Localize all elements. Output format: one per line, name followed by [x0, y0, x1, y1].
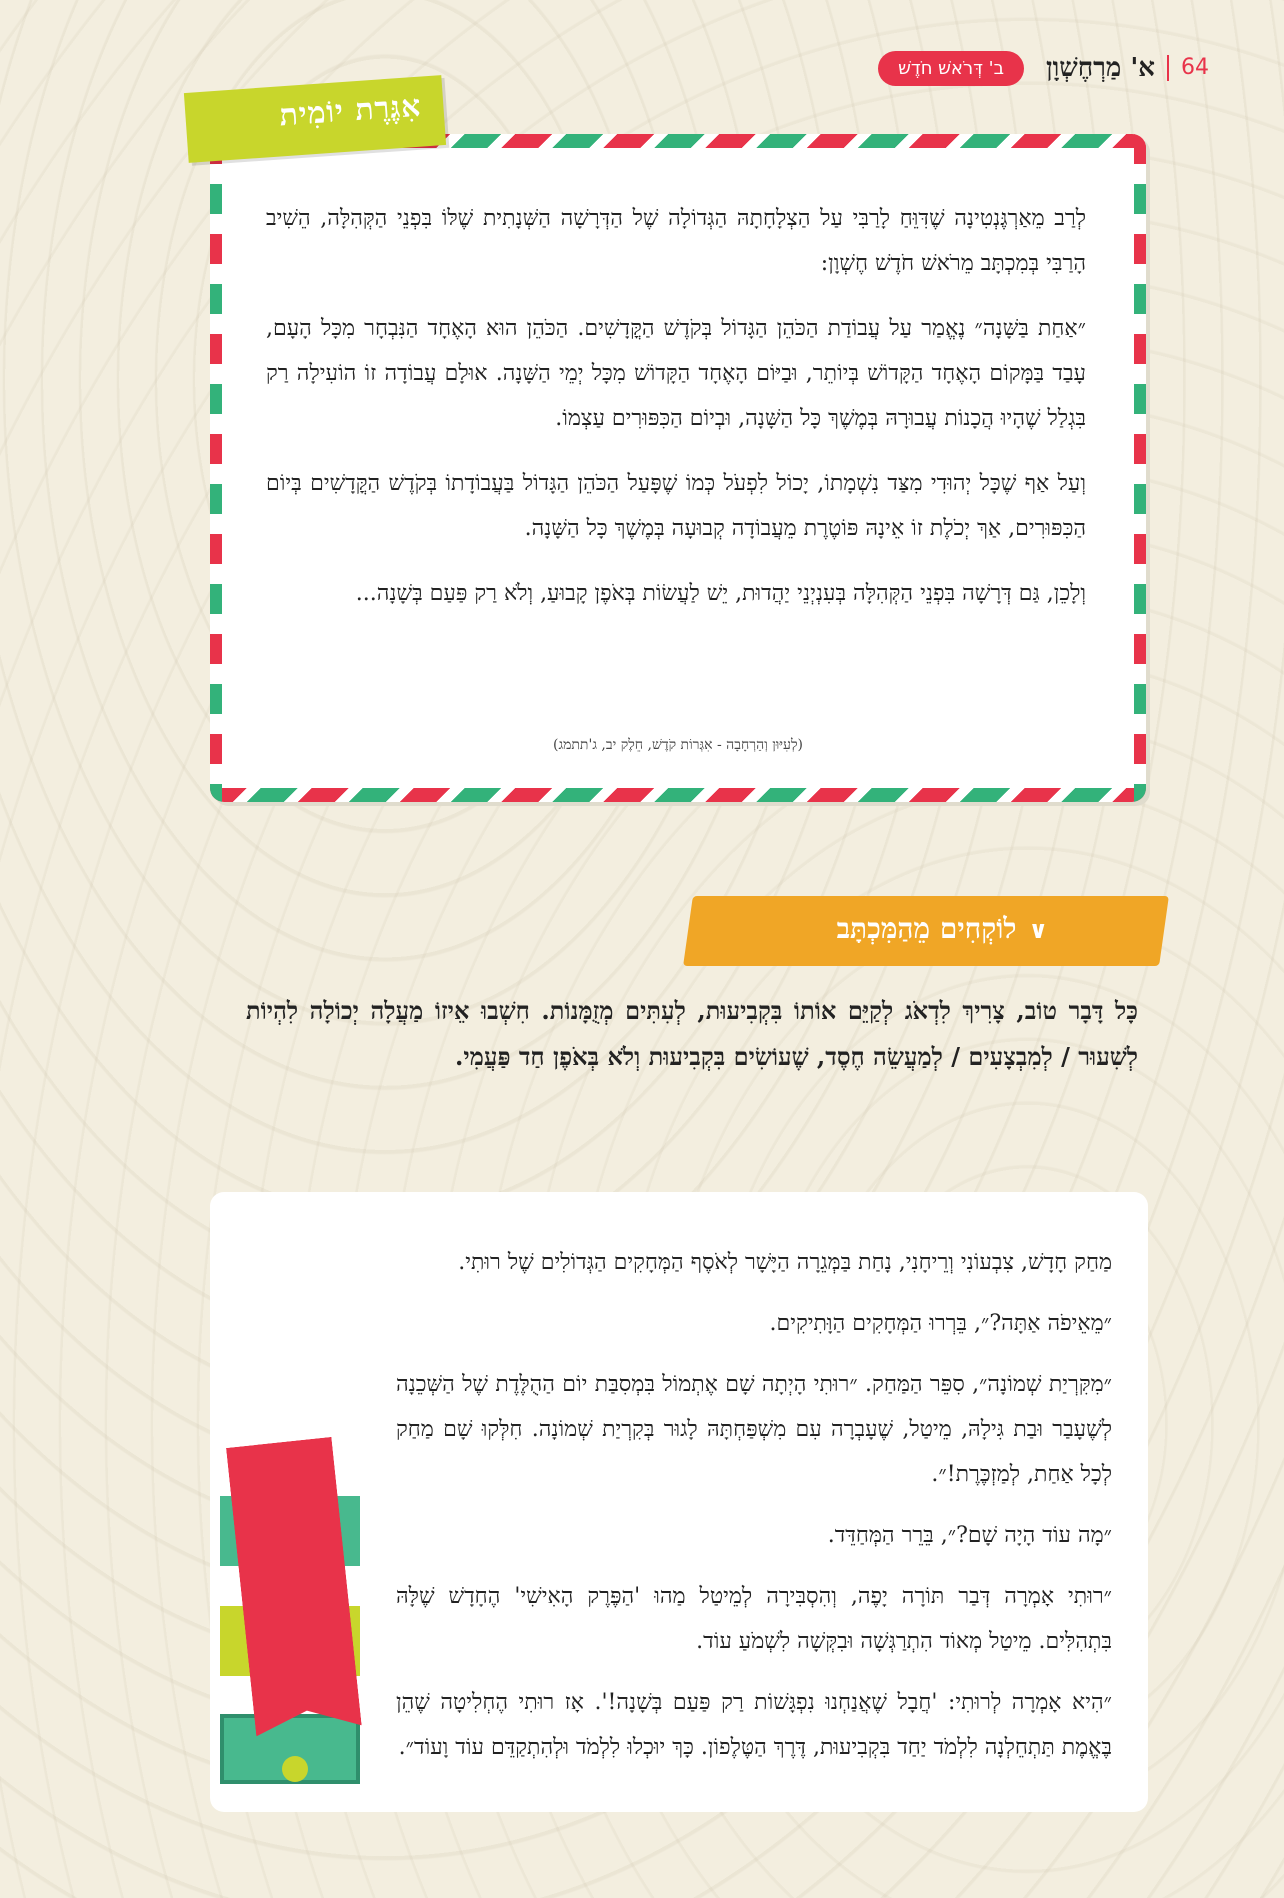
drawer-knob-icon — [282, 1756, 308, 1782]
letter-source-citation: (לְעִיּוּן וְהַרְחָבָה - אִגְּרוֹת קֹדֶשׁ, חֵלֶק יב, ג'תתמג) — [553, 737, 803, 753]
drawer-ribbon-label: אֵלּוּ בַּמְּגֵרָה — [211, 1278, 267, 1425]
page-header — [878, 48, 1209, 88]
takeaway-title-text: לוֹקְחִים מֵהַמִּכְתָּב — [836, 912, 1017, 945]
letter-body — [266, 196, 1086, 636]
daily-letter-tag-label: אִגֶּרֶת יוֹמִית — [278, 88, 423, 134]
takeaway-text: כָּל דָּבָר טוֹב, צָרִיךְ לִדְאֹג לְקַיֵּם אוֹתוֹ בִּקְבִיעוּת, לְעִתִּים מְזֻמָּנוֹת. חִשְׁבוּ אֵיזוֹ מַעֲלָה יְכוֹלָה לִהְיוֹת לְשִׁעוּר / לְמִבְצָעִים / לְמַעֲשֵׂה חֶסֶד, שֶׁעוֹשִׂים בִּקְבִיעוּת וְלֹא בְּאֹפֶן חַד פַּעֲמִי. — [246, 996, 1138, 1071]
chevron-down-icon: ∨ — [1028, 914, 1048, 944]
rosh-chodesh-badge: ב' דְּרֹאשׁ חֹדֶשׁ — [878, 51, 1024, 86]
daily-letter-card — [210, 134, 1146, 802]
letter-paragraph: ״אַחַת בַּשָּׁנָה״ נֶאֱמַר עַל עֲבוֹדַת הַכֹּהֵן הַגָּדוֹל בְּקֹדֶשׁ הַקֳּדָשִׁים. הַכֹּהֵן הוּא הָאֶחָד הַנִּבְחָר מִכָּל הָעָם, עָבַד בַּמָּקוֹם הָאֶחָד הַקָּדוֹשׁ בְּיוֹתֵר, וּבַיּוֹם הָאֶחָד הַקָּדוֹשׁ מִכָּל יְמֵי הַשָּׁנָה. אוּלָם עֲבוֹדָה זוֹ הוֹעִילָה רַק בִּגְלַל שֶׁהָיוּ הֲכָנוֹת עֲבוּרָהּ בְּמֶשֶׁךְ כָּל הַשָּׁנָה, וּבְיוֹם הַכִּפּוּרִים עַצְמוֹ. — [266, 316, 1086, 431]
airmail-border-right — [1134, 134, 1146, 802]
letter-paragraph: לְרַב מֵאַרְגֶּנְטִינָה שֶׁדִּוֵּחַ לָרַבִּי עַל הַצְלָחָתָהּ הַגְּדוֹלָה שֶׁל הַדְּרָשָׁה הַשְּׁנָתִית שֶׁלּוֹ בִּפְנֵי הַקְּהִלָּה, הֵשִׁיב הָרַבִּי בְּמִכְתָּב מֵרֹאשׁ חֹדֶשׁ חֶשְׁוָן: — [266, 206, 1086, 276]
story-paragraph: ״מָה עוֹד הָיָה שָׁם?״, בֵּרֵר הַמְּחַדֵּד. — [827, 1523, 1112, 1548]
story-paragraph: ״מִקִּרְיַת שְׁמוֹנָה״, סִפֵּר הַמַּחַק. ״רוּתִי הָיְתָה שָׁם אֶתְמוֹל בִּמְסִבַּת יוֹם הַהֻלֶּדֶת שֶׁל הַשְּׁכֵנָה לְשֶׁעָבַר וּבַת גִּילָהּ, מֵיטַל, שֶׁעָבְרָה עִם מִשְׁפַּחְתָּהּ לָגוּר בְּקִרְיַת שְׁמוֹנָה. חִלְּקוּ שָׁם מַחַק לְכָל אַחַת, לְמַזְכֶּרֶת!״. — [396, 1372, 1112, 1487]
airmail-border-bottom — [210, 788, 1146, 802]
story-paragraph: ״הִיא אָמְרָה לְרוּתִי: 'חֲבָל שֶׁאֲנַחְנוּ נִפְגָּשׁוֹת רַק פַּעַם בְּשָׁנָה!'. אָז רוּתִי הֶחְלִיטָה שֶׁהֵן בֶּאֱמֶת תַּתְחֵלְנָה לִלְמֹד יַחַד בִּקְבִיעוּת, דֶּרֶךְ הַטֶּלֶפוֹן. כָּךְ יוּכְלוּ לִלְמֹד וּלְהִתְקַדֵּם עוֹד וָעוֹד״. — [396, 1690, 1112, 1760]
story-paragraph: ״מֵאֵיפֹה אַתָּה?״, בֵּרְרוּ הַמְּחָקִים הַוָּתִיקִים. — [769, 1311, 1112, 1336]
page-number: 64 — [1167, 55, 1209, 81]
page-date-title: א' מַרְחֶשְׁוָן — [1046, 53, 1155, 83]
story-paragraph: מַחַק חָדָשׁ, צִבְעוֹנִי וְרֵיחָנִי, נָחַת בַּמְּגֵרָה הַיָּשָׁר לְאֹסֶף הַמְּחָקִים הַגְּדוֹלִים שֶׁל רוּתִי. — [458, 1250, 1112, 1275]
story-body — [248, 1240, 1112, 1786]
letter-paragraph: וְלָכֵן, גַּם דְּרָשָׁה בִּפְנֵי הַקְּהִלָּה בְּעִנְיְנֵי יַהֲדוּת, יֵשׁ לַעֲשׂוֹת בְּאֹפֶן קָבוּעַ, וְלֹא רַק פַּעַם בְּשָׁנָה... — [355, 581, 1086, 606]
story-paragraph: ״רוּתִי אָמְרָה דְּבַר תּוֹרָה יָפֶה, וְהִסְבִּירָה לְמֵיטַל מַהוּ 'הַפֶּרֶק הָאִישִׁי' הֶחָדָשׁ שֶׁלָּהּ בִּתְהִלִּים. מֵיטַל מְאוֹד הִתְרַגְּשָׁה וּבִקְּשָׁה לִשְׁמֹעַ עוֹד. — [396, 1584, 1112, 1654]
airmail-border-left — [210, 134, 222, 802]
takeaway-title — [837, 912, 1048, 946]
letter-paragraph: וְעַל אַף שֶׁכָּל יְהוּדִי מִצַּד נִשְׁמָתוֹ, יָכוֹל לִפְעֹל כְּמוֹ שֶׁפָּעַל הַכֹּהֵן הַגָּדוֹל בַּעֲבוֹדָתוֹ בְּקֹדֶשׁ הַקֳּדָשִׁים בְּיוֹם הַכִּפּוּרִים, אַךְ יְכֹלֶת זוֹ אֵינָהּ פּוֹטֶרֶת מֵעֲבוֹדָה קְבוּעָה בְּמֶשֶׁךְ כָּל הַשָּׁנָה. — [266, 471, 1086, 541]
